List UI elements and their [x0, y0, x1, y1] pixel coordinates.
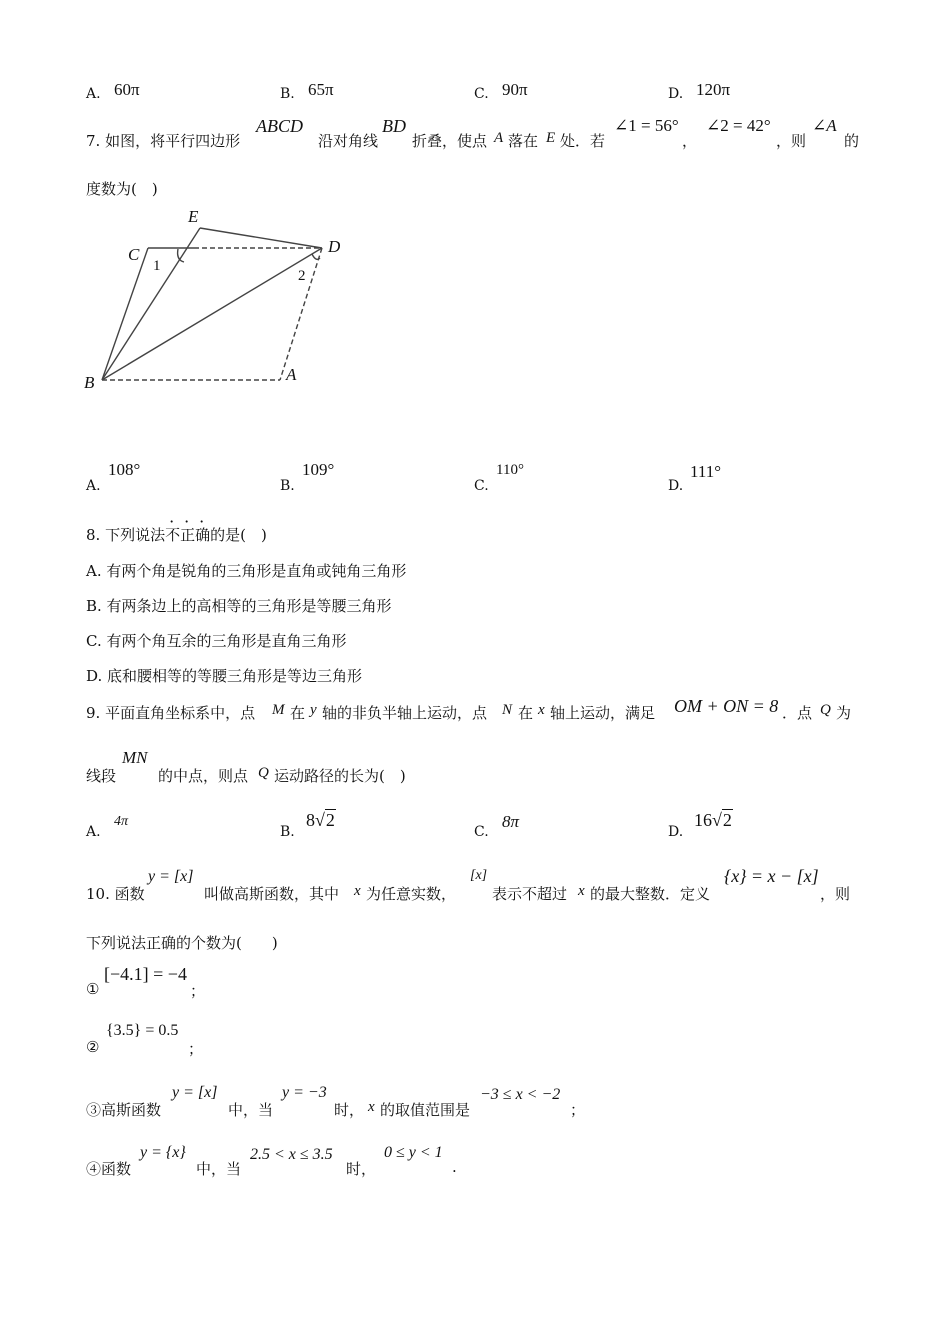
q10-s4-result: 0 ≤ y < 1	[384, 1144, 443, 1161]
q10-s4-mid: 中，当	[196, 1160, 242, 1178]
q10-s3-mid3: 的取值范围是	[380, 1101, 471, 1119]
q7-option-b-letter: B.	[280, 478, 295, 494]
q7-option-b-value: 109°	[302, 460, 335, 479]
q9-text-3: 轴的非负半轴上运动，点	[322, 704, 488, 722]
q10-text-4: 表示不超过	[492, 885, 568, 903]
q8-option-d: D. 底和腰相等的等腰三角形是等边三角形	[86, 667, 363, 685]
q10-s2-end: ；	[188, 1040, 204, 1058]
q7-bd: BD	[382, 116, 406, 136]
label-e: E	[188, 207, 199, 226]
q9-option-c-value: 8π	[502, 812, 520, 831]
q10-s4-end: .	[452, 1158, 457, 1176]
q9-text-7: 为	[836, 704, 852, 722]
q7-point-e: E	[546, 130, 556, 146]
q9-option-b-radicand: 2	[325, 810, 335, 830]
q7-text-1: 7. 如图，将平行四边形	[86, 132, 241, 150]
q8-stem-dot-1: 不	[165, 526, 181, 544]
q9-n: N	[502, 702, 513, 718]
q6-option-d-value: 120π	[696, 80, 731, 99]
q10-text-1: 10. 函数	[86, 885, 145, 903]
q8-stem	[86, 524, 267, 545]
q8-option-a: A. 有两个角是锐角的三角形是直角或钝角三角形	[86, 562, 407, 580]
q10-s2-num: ②	[86, 1038, 100, 1056]
q9-equation: OM + ON = 8	[674, 696, 779, 716]
q10-s4-cond: 2.5 < x ≤ 3.5	[250, 1146, 333, 1163]
label-b: B	[84, 373, 95, 392]
q7-text-4: 落在	[508, 132, 539, 150]
q7-option-d-letter: D.	[668, 478, 684, 494]
q8-option-b: B. 有两条边上的高相等的三角形是等腰三角形	[86, 597, 392, 615]
q7-comma: ，	[682, 132, 698, 150]
q8-option-c: C. 有两个角互余的三角形是直角三角形	[86, 632, 347, 650]
q9-option-d-coef: 16	[694, 810, 712, 830]
q9-option-b-letter: B.	[280, 824, 295, 840]
q6-option-a-letter: A.	[86, 86, 101, 102]
q10-s4-num: ④函数	[86, 1160, 132, 1178]
q9-text-1: 9. 平面直角坐标系中，点	[86, 704, 256, 722]
q7-option-c-letter: C.	[474, 478, 489, 494]
q10-x-1: x	[354, 883, 361, 899]
q6-option-d-letter: D.	[668, 86, 684, 102]
q7-figure	[80, 200, 360, 400]
q6-option-c-value: 90π	[502, 80, 528, 99]
q7-option-d-value: 111°	[690, 462, 722, 481]
q10-s3-end: ；	[570, 1101, 586, 1119]
q9-option-a-value: 4π	[114, 814, 129, 829]
q6-option-a-value: 60π	[114, 80, 140, 99]
q10-s3-mid: 中，当	[228, 1101, 274, 1119]
segment-cb	[102, 248, 148, 380]
q8-stem-post: 的是( )	[210, 526, 267, 544]
q7-option-a-letter: A.	[86, 478, 101, 494]
q7-option-a-value: 108°	[108, 460, 141, 479]
q10-frac-def: {x} = x − [x]	[724, 866, 819, 886]
q10-text-2: 叫做高斯函数，其中	[204, 885, 340, 903]
q10-text-5: 的最大整数．定义	[590, 885, 711, 903]
q9-q2: Q	[258, 765, 269, 781]
q10-s2-expr: {3.5} = 0.5	[106, 1022, 179, 1039]
q7-text-2: 沿对角线	[318, 132, 379, 150]
q7-option-c-value: 110°	[496, 462, 524, 478]
q6-option-c-letter: C.	[474, 86, 489, 102]
q6-option-b-value: 65π	[308, 80, 334, 99]
q10-gauss-func: y = [x]	[148, 868, 194, 885]
q8-stem-dot-3: 确	[195, 526, 211, 544]
q9-line2-b: 的中点，则点	[158, 767, 249, 785]
label-c: C	[128, 245, 140, 264]
q9-text-6: ．点	[782, 704, 813, 722]
q10-s1-expr: [−4.1] = −4	[104, 964, 187, 984]
q9-option-b-value: 8√2	[306, 810, 335, 830]
q9-x: x	[538, 702, 545, 718]
q9-text-2: 在	[290, 704, 306, 722]
q9-option-d-value: 16√2	[694, 810, 732, 830]
q7-text-3: 折叠，使点	[412, 132, 488, 150]
q7-angle2: ∠2 = 42°	[706, 116, 771, 135]
q9-text-4: 在	[518, 704, 534, 722]
q10-text-3: 为任意实数，	[366, 885, 457, 903]
segment-ed	[200, 228, 322, 248]
q9-q: Q	[820, 702, 831, 718]
label-angle-2: 2	[298, 268, 306, 284]
q9-option-b-coef: 8	[306, 810, 315, 830]
q9-option-a-letter: A.	[86, 824, 101, 840]
q7-angle-a: ∠A	[812, 116, 837, 135]
label-angle-1: 1	[153, 258, 161, 274]
q10-s3-func: y = [x]	[172, 1084, 218, 1101]
q8-stem-dot-2: 正	[180, 526, 196, 544]
q10-s3-num: ③高斯函数	[86, 1101, 162, 1119]
q7-angle1: ∠1 = 56°	[614, 116, 679, 135]
segment-be	[102, 228, 200, 380]
q9-option-c-letter: C.	[474, 824, 489, 840]
q7-text-6: ，则	[776, 132, 807, 150]
q10-s3-mid2: 时，	[334, 1101, 365, 1119]
label-d: D	[328, 237, 341, 256]
q10-s1-end: ；	[190, 982, 206, 1000]
label-a: A	[286, 365, 297, 384]
q10-s4-mid2: 时，	[346, 1160, 377, 1178]
q10-x-2: x	[578, 883, 585, 899]
q10-s3-range: −3 ≤ x < −2	[480, 1086, 561, 1103]
q10-s3-cond: y = −3	[282, 1084, 327, 1101]
q6-option-b-letter: B.	[280, 86, 295, 102]
q9-line2-c: 运动路径的长为( )	[274, 767, 406, 785]
q7-line-2: 度数为( )	[86, 180, 158, 198]
q10-s3-x: x	[368, 1099, 375, 1115]
q10-text-6: ，则	[820, 885, 851, 903]
q8-stem-pre: 8. 下列说法	[86, 526, 166, 544]
q9-line2-a: 线段	[86, 767, 117, 785]
q10-s4-func: y = {x}	[140, 1144, 186, 1161]
q9-y: y	[310, 702, 317, 718]
q9-m: M	[272, 702, 285, 718]
q7-point-a: A	[494, 130, 504, 146]
q7-abcd: ABCD	[256, 116, 303, 136]
q10-line-2: 下列说法正确的个数为( )	[86, 934, 278, 952]
q10-floor-x: [x]	[470, 868, 488, 883]
q10-s1-num: ①	[86, 980, 100, 998]
q9-mn: MN	[122, 748, 148, 767]
q7-text-7: 的	[844, 132, 860, 150]
q9-option-d-letter: D.	[668, 824, 684, 840]
q7-text-5: 处．若	[560, 132, 606, 150]
q9-option-d-radicand: 2	[722, 810, 732, 830]
segment-bd	[102, 248, 322, 380]
q9-text-5: 轴上运动，满足	[550, 704, 656, 722]
